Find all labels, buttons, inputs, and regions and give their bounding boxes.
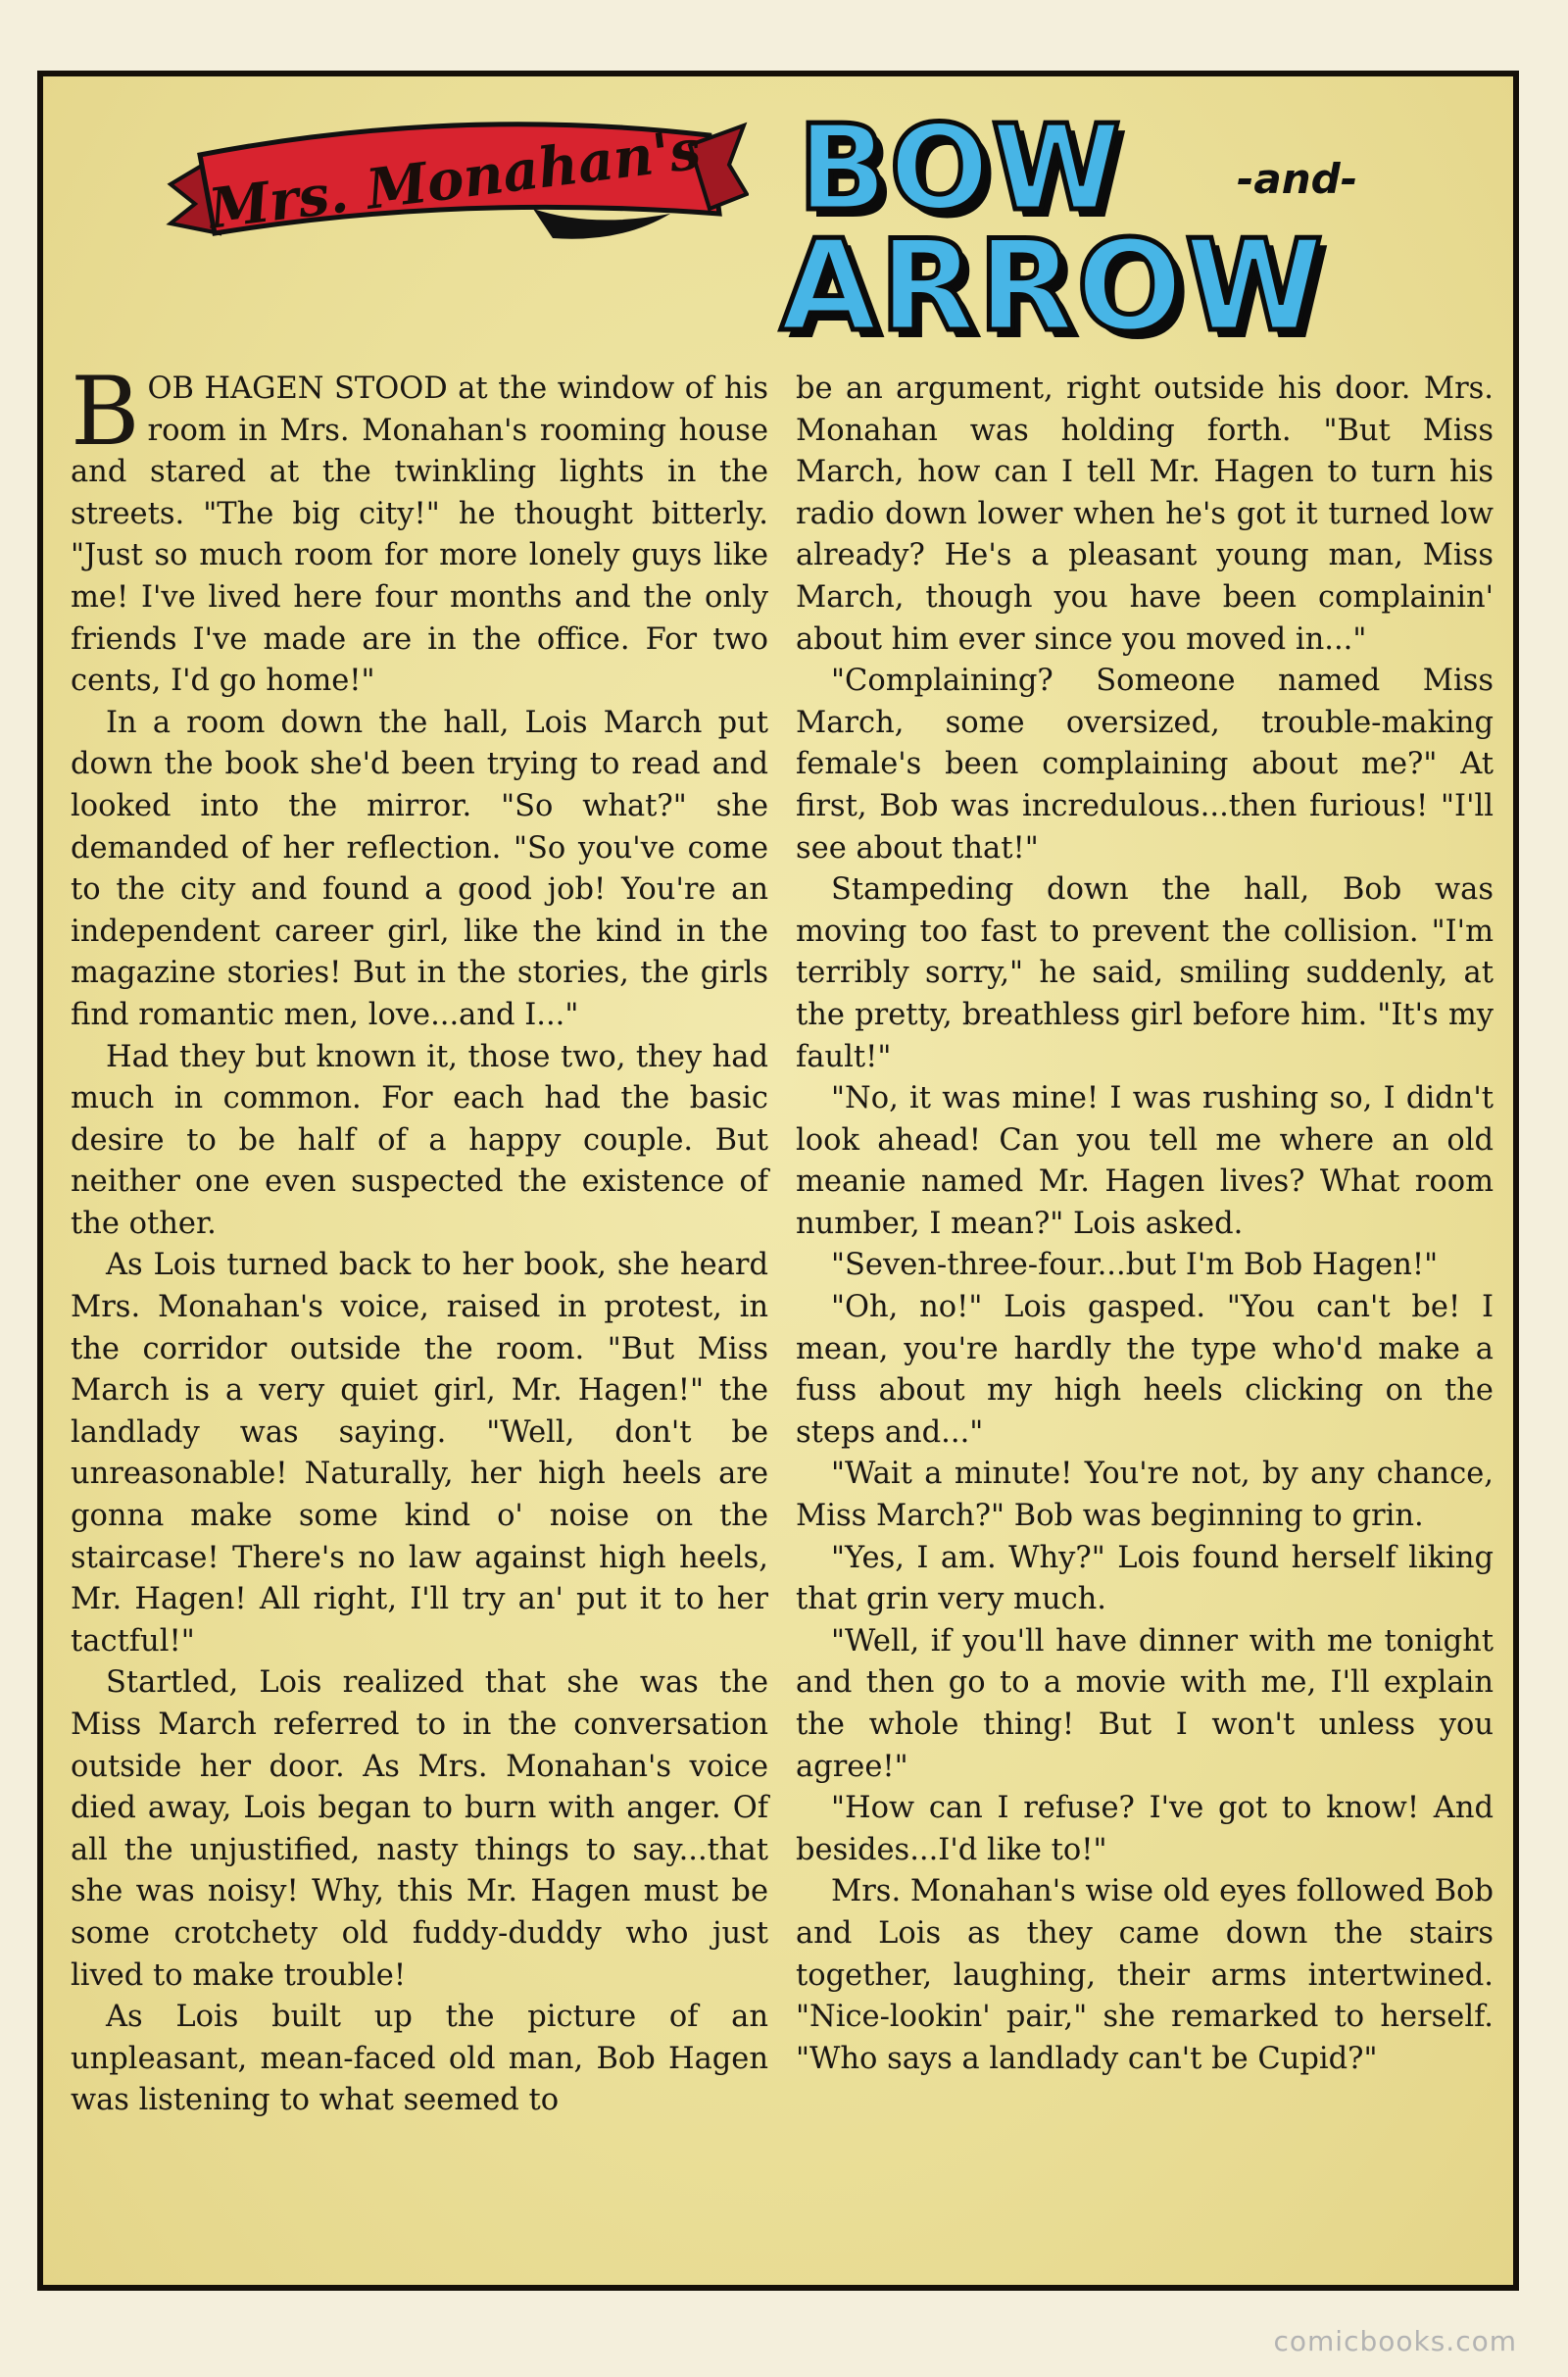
logo-bow: BOW [798, 101, 1123, 237]
story-paragraph: Startled, Lois realized that she was the Miss March referred to in the conversation outside her door. As Mrs. Monahan's voice died away, Lois began to burn with anger. Of all the unjustified, nasty things to say...that she was noisy! Why, this Mr. Hagen must be some crotchety old fuddy-duddy who just lived to make trouble! [71, 1665, 768, 1993]
story-paragraph: In a room down the hall, Lois March put down the book she'd been trying to read and looked into the mirror. "So what?" she demanded of her reflection. "So you've come to the city and found a good job! You're an independent career girl, like the kind in the magazine stories! But in the stories, the girls find romantic men, love...and I..." [71, 705, 768, 1032]
story-paragraph: "Well, if you'll have dinner with me tonight and then go to a movie with me, I'll explain the whole thing! But I won't unless you agree!" [796, 1623, 1494, 1784]
story-paragraph: Stampeding down the hall, Bob was moving too fast to prevent the collision. "I'm terribly sorry," he said, smiling suddenly, at the pretty, breathless girl before him. "It's my fault!" [796, 872, 1494, 1074]
story-column-right [796, 369, 1494, 2251]
story-paragraph: "Complaining? Someone named Miss March, some oversized, trouble-making female's been complaining about me?" At first, Bob was incredulous...then furious! "I'll see about that!" [796, 664, 1494, 866]
story-paragraph: "Wait a minute! You're not, by any chance, Miss March?" Bob was beginning to grin. [796, 1457, 1494, 1534]
story-column-left [71, 357, 768, 2251]
title-ribbon [161, 116, 749, 243]
story-paragraph: As Lois turned back to her book, she heard Mrs. Monahan's voice, raised in protest, in the corridor outside the room. "But Miss March is a very quiet girl, Mr. Hagen!" the landlady was saying. "Well, don't be unreasonable! Naturally, her high heels are gonna make some kind o' noise on the staircase! There's no law against high heels, Mr. Hagen! All right, I'll try an' put it to her tactful!" [71, 1248, 768, 1659]
story-title [43, 76, 1513, 361]
story-paragraph: "No, it was mine! I was rushing so, I didn't look ahead! Can you tell me where an old meanie named Mr. Hagen lives? What room number, I mean?" Lois asked. [796, 1081, 1494, 1241]
story-paragraph [71, 357, 768, 703]
story-columns [71, 357, 1494, 2251]
logo-arrow: ARROW [780, 214, 1326, 360]
drop-cap: B [71, 357, 140, 467]
story-paragraph: Mrs. Monahan's wise old eyes followed Bob and Lois as they came down the stairs together, laughing, their arms intertwined. "Nice-lookin' pair," she remarked to herself. "Who says a landlady can't be Cupid?" [796, 1874, 1494, 2076]
paragraph-text: OB HAGEN STOOD at the window of his room in Mrs. Monahan's rooming house and stared at the twinkling lights in the streets. "The big city!" he thought bitterly. "Just so much room for more lonely guys like me! I've lived here four months and the only friends I've made are in the office. For two cents, I'd go home!" [71, 371, 768, 699]
ribbon-text: Mrs. Monahan's [205, 117, 705, 242]
story-paragraph: be an argument, right outside his door. Mrs. Monahan was holding forth. "But Miss March, how can I tell Mr. Hagen to turn his radio down lower when he's got it turned low already? He's a pleasant young man, Miss March, though you have been complainin' about him ever since you moved in..." [796, 371, 1494, 657]
story-paragraph: As Lois built up the picture of an unpleasant, mean-faced old man, Bob Hagen was listening to what seemed to [71, 2000, 768, 2118]
story-paragraph: "How can I refuse? I've got to know! And besides...I'd like to!" [796, 1791, 1494, 1867]
story-page-frame [37, 71, 1519, 2291]
story-paragraph: "Seven-three-four...but I'm Bob Hagen!" [831, 1248, 1439, 1283]
story-paragraph: "Yes, I am. Why?" Lois found herself liking that grin very much. [796, 1540, 1494, 1617]
story-paragraph: "Oh, no!" Lois gasped. "You can't be! I mean, you're hardly the type who'd make a fuss about my high heels clicking on the steps and..." [796, 1290, 1494, 1450]
logo-connector: -and- [1237, 155, 1358, 203]
site-watermark: comicbooks.com [1273, 2325, 1517, 2357]
story-paragraph: Had they but known it, those two, they had much in common. For each had the basic desire to be half of a happy couple. But neither one even suspected the existence of the other. [71, 1039, 768, 1241]
